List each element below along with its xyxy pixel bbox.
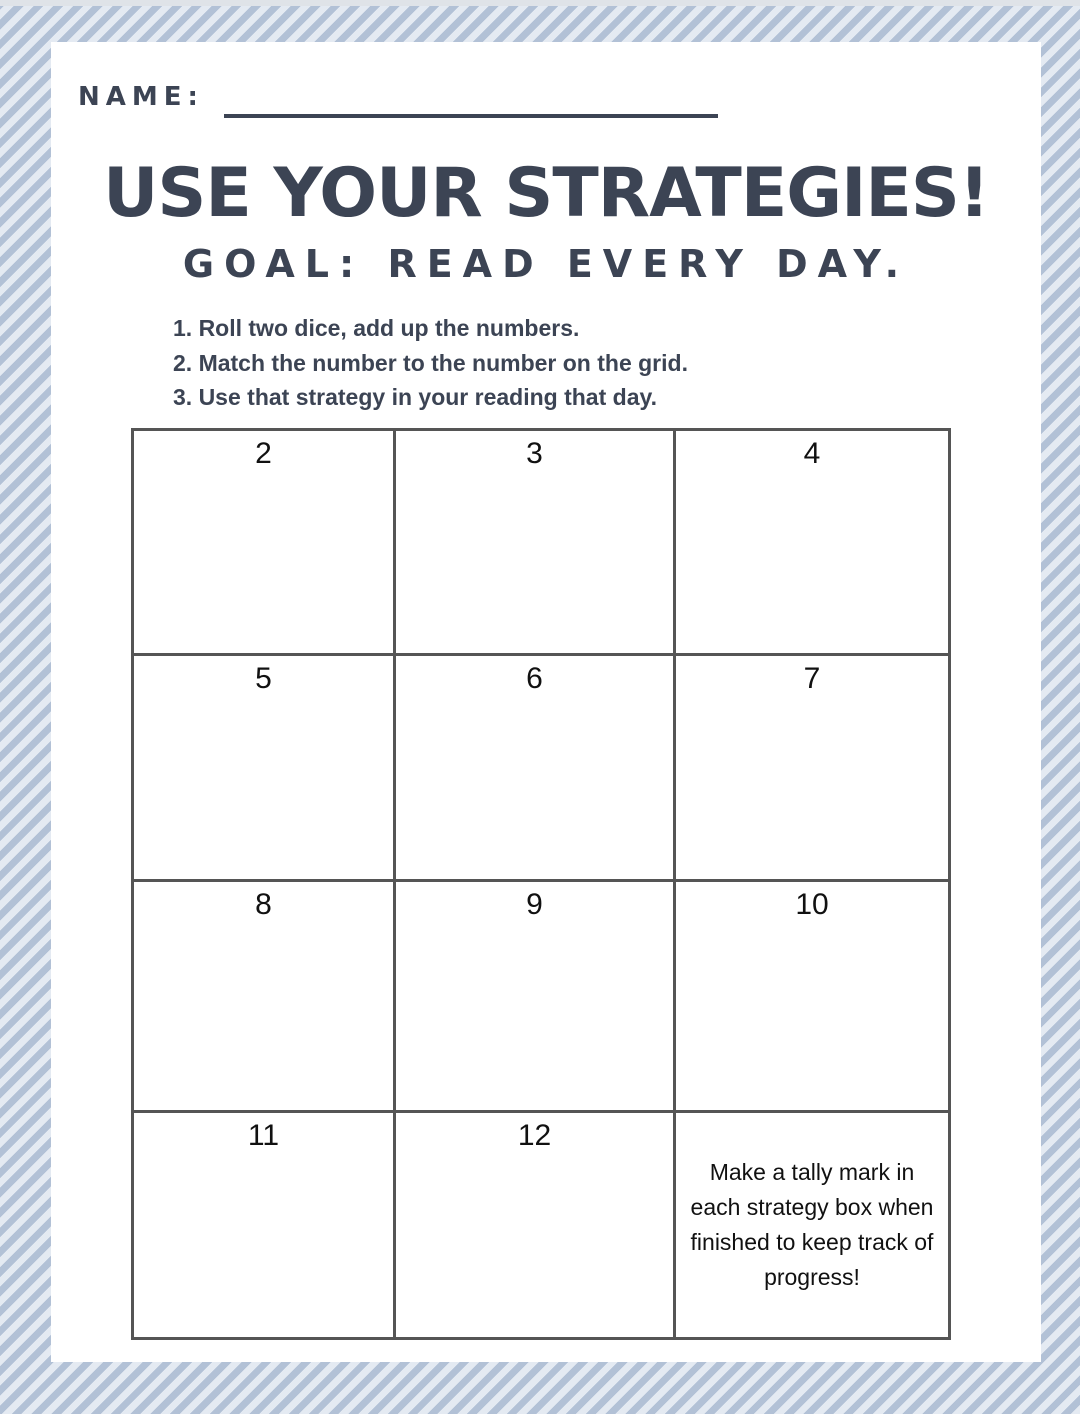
grid-cell[interactable] [395,1112,675,1339]
cell-number: 9 [526,888,543,921]
grid-cell[interactable] [133,1112,395,1339]
grid-cell[interactable] [675,430,950,655]
cell-number: 3 [526,437,543,470]
cell-number: 7 [803,662,821,695]
instruction-step: 2. Match the number to the number on the grid. [173,349,688,376]
grid-cell[interactable] [675,655,950,881]
grid-cell[interactable] [395,881,675,1112]
grid-row [133,430,950,655]
top-edge [0,0,1080,6]
name-label: NAME: [78,82,204,112]
cell-number: 2 [255,437,272,470]
cell-number: 4 [803,437,821,470]
cell-number: 12 [517,1119,552,1152]
grid-cell[interactable] [133,881,395,1112]
instruction-step: 3. Use that strategy in your reading that day. [173,384,657,410]
strategy-grid [131,428,951,1340]
name-write-line[interactable] [224,114,718,118]
grid-row [133,1112,950,1339]
cell-number: 6 [526,662,543,695]
instructions-list [173,311,688,415]
grid-cell[interactable] [133,430,395,655]
grid-row [133,881,950,1112]
cell-number: 11 [247,1119,280,1152]
instruction-step: 1. Roll two dice, add up the numbers. [173,315,580,341]
page-title: USE YOUR STRATEGIES! [103,154,989,233]
tally-note-cell [675,1112,950,1339]
grid-cell[interactable] [395,655,675,881]
worksheet-page [51,42,1041,1362]
grid-row [133,655,950,881]
cell-number: 5 [255,662,272,695]
cell-number: 10 [795,888,829,921]
tally-note-text: Make a tally mark in each strategy box when finished to keep track of progress! [690,1159,934,1290]
cell-number: 8 [255,888,272,921]
goal-subtitle: GOAL: READ EVERY DAY. [182,242,910,286]
grid-cell[interactable] [133,655,395,881]
grid-cell[interactable] [395,430,675,655]
grid-cell[interactable] [675,881,950,1112]
